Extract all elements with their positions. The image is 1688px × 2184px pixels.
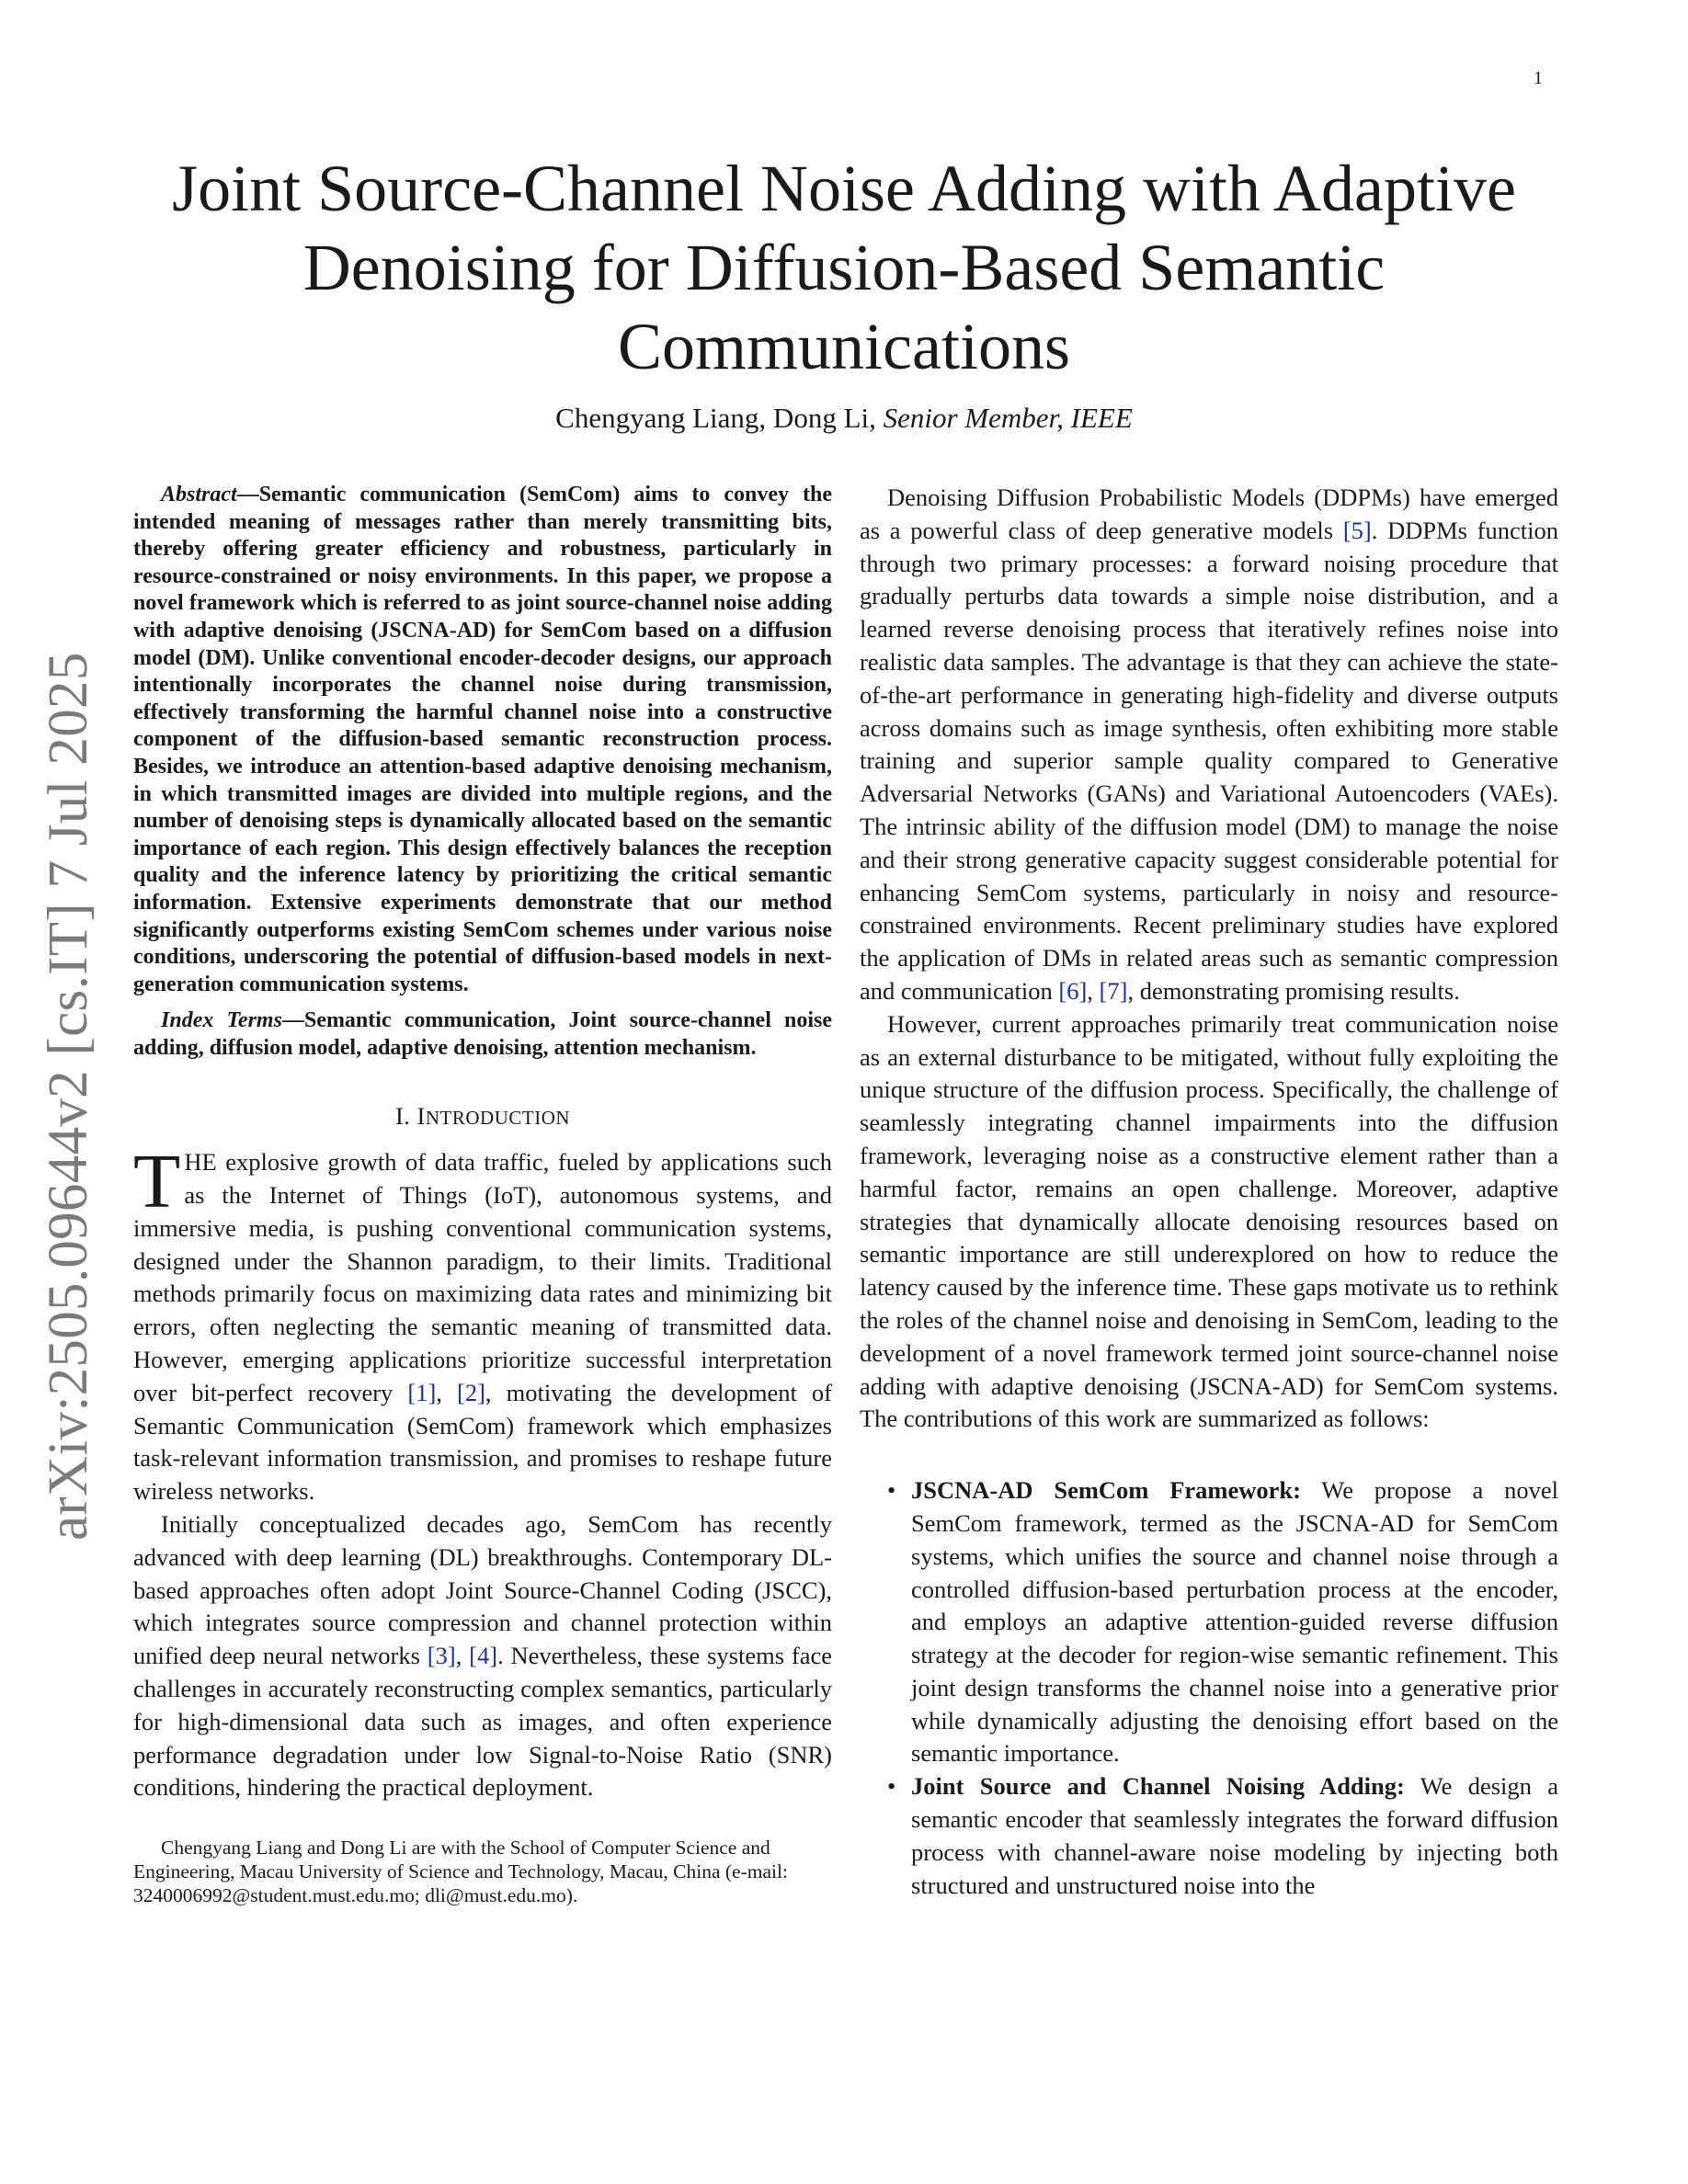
abstract: Abstract—Semantic communication (SemCom) aims to convey the intended meaning of messages rather than merely transmitting bits, thereby offering greater efficiency and robustness, particularly in resource-constrained or noisy environments. In this paper, we propose a novel framework which is referred to as joint source-channel noise adding with adaptive denoising (JSCNA-AD) for SemCom based on a diffusion model (DM). Unlike conventional encoder-decoder designs, our approach intentionally incorporates the channel noise during transmission, effectively transforming the harmful channel noise into a constructive component of the diffusion-based semantic reconstruction process. Besides, we introduce an attention-based adaptive denoising mechanism, in which transmitted images are divided into multiple regions, and the number of denoising steps is dynamically allocated based on the semantic importance of each region. This design effectively balances the reception quality and the inference latency by prioritizing the critical semantic information. Extensive experiments demonstrate that our method significantly outperforms existing SemCom schemes under various noise conditions, underscoring the potential of diffusion-based models in next-generation communication systems. bbox=[133, 483, 832, 996]
right-paragraph-1: Denoising Diffusion Probabilistic Models (DDPMs) have emerged as a powerful class of deep generative models [5]. DDPMs function through two primary processes: a forward noising procedure that gradually perturbs data towards a simple noise distribution, and a learned reverse denoising process that iteratively refines noise into realistic data samples. The advantage is that they can achieve the state-of-the-art performance in generating high-fidelity and diverse outputs across domains such as image synthesis, often exhibiting more stable training and superior sample quality compared to Generative Adversarial Networks (GANs) and Variational Autoencoders (VAEs). The intrinsic ability of the diffusion model (DM) to manage the noise and their strong generative capacity suggest considerable potential for enhancing SemCom systems, particularly in noisy and resource-constrained environments. Recent preliminary studies have explored the application of DMs in related areas such as semantic compression and communication [6], [7], demonstrating promising results. bbox=[860, 483, 1558, 1005]
right-column bbox=[860, 482, 1558, 1902]
title-block bbox=[129, 149, 1559, 436]
paper-title: Joint Source-Channel Noise Adding with Adaptive Denoising for Diffusion-Based Semantic Communications bbox=[172, 152, 1516, 383]
bullet-icon: • bbox=[887, 1476, 896, 1505]
abstract-label: Abstract bbox=[161, 483, 237, 506]
right-paragraph-2: However, current approaches primarily treat communication noise as an external disturbance to be mitigated, without fully exploiting the unique structure of the diffusion process. Specifically, the challenge of seamlessly integrating channel impairments into the diffusion framework, leveraging noise as a constructive element rather than a harmful factor, remains an open challenge. Moreover, adaptive strategies that dynamically allocate denoising resources based on semantic importance are still underexplored on how to reduce the latency caused by the inference time. These gaps motivate us to rethink the roles of the channel noise and denoising in SemCom, leading to the development of a novel framework termed joint source-channel noise adding with adaptive denoising (JSCNA-AD) for SemCom systems. The contributions of this work are summarized as follows: bbox=[860, 1009, 1558, 1433]
citation-link-1[interactable]: [1] bbox=[407, 1378, 437, 1406]
contribution-title: JSCNA-AD SemCom Framework: bbox=[911, 1476, 1301, 1505]
section-title-initial: I bbox=[416, 1102, 426, 1131]
page-number: 1 bbox=[1534, 68, 1543, 88]
abstract-text: Semantic communication (SemCom) aims to convey the intended meaning of messages rather than merely transmitting bits, thereby offering greater efficiency and robustness, particularly in resource-constrained or noisy environments. In this paper, we propose a novel framework which is referred to as joint source-channel noise adding with adaptive denoising (JSCNA-AD) for SemCom based on a diffusion model (DM). Unlike conventional encoder-decoder designs, our approach intentionally incorporates the channel noise during transmission, effectively transforming the harmful channel noise into a constructive component of the diffusion-based semantic reconstruction process. Besides, we introduce an attention-based adaptive denoising mechanism, in which transmitted images are divided into multiple regions, and the number of denoising steps is dynamically allocated based on the semantic importance of each region. This design effectively balances the reception quality and the inference latency by prioritizing the critical semantic information. Extensive experiments demonstrate that our method significantly outperforms existing SemCom schemes under various noise conditions, underscoring the potential of diffusion-based models in next-generation communication systems. bbox=[133, 483, 832, 996]
citation-link-6[interactable]: [6] bbox=[1058, 976, 1088, 1005]
intro-paragraph-2: Initially conceptualized decades ago, SemCom has recently advanced with deep learning (DL) breakthroughs. Contemporary DL-based approaches often adopt Joint Source-Channel Coding (JSCC), which integrates source compression and channel protection within unified deep neural networks [3], [4]. Nevertheless, these systems face challenges in accurately reconstructing complex semantics, particularly for high-dimensional data such as images, and often experience performance degradation under low Signal-to-Noise Ratio (SNR) conditions, hindering the practical deployment. bbox=[133, 1510, 832, 1802]
right-p1-text-b: . DDPMs function through two primary processes: a forward noising procedure that gradually perturbs data towards a simple noise distribution, and a learned reverse denoising process that iteratively refines noise into realistic data samples. The advantage is that they can achieve the state-of-the-art performance in generating high-fidelity and diverse outputs across domains such as image synthesis, often exhibiting more stable training and superior sample quality compared to Generative Adversarial Networks (GANs) and Variational Autoencoders (VAEs). The intrinsic ability of the diffusion model (DM) to manage the noise and their strong generative capacity suggest considerable potential for enhancing SemCom systems, particularly in noisy and resource-constrained environments. Recent preliminary studies have explored the application of DMs in related areas such as semantic compression and communication bbox=[860, 516, 1558, 1005]
citation-link-3[interactable]: [3] bbox=[427, 1642, 456, 1670]
citation-link-5[interactable]: [5] bbox=[1342, 516, 1372, 544]
intro-p2-text-b: . Nevertheless, these systems face challenges in accurately reconstructing complex semantics, particularly for high-dimensional data such as images, and often experience performance degradation under low Signal-to-Noise Ratio (SNR) conditions, hindering the practical deployment. bbox=[133, 1642, 832, 1802]
section-title-rest: NTRODUCTION bbox=[425, 1107, 571, 1130]
left-column bbox=[133, 482, 832, 1928]
citation-link-4[interactable]: [4] bbox=[469, 1642, 498, 1670]
author-role: Senior Member, IEEE bbox=[883, 402, 1133, 434]
contribution-text: We propose a novel SemCom framework, termed as the JSCNA-AD for SemCom systems, which unifies the source and channel noise through a controlled diffusion-based perturbation process at the encoder, and employs an adaptive attention-guided reverse diffusion strategy at the decoder for region-wise semantic refinement. This joint design transforms the channel noise into a generative prior while dynamically adjusting the denoising effort based on the semantic importance. bbox=[911, 1476, 1558, 1768]
intro-p1-text-a: HE explosive growth of data traffic, fueled by applications such as the Internet of Things (IoT), autonomous systems, and immersive media, is pushing conventional communication systems, designed under the Shannon paradigm, to their limits. Traditional methods primarily focus on maximizing data rates and minimizing bit errors, often neglecting the semantic meaning of transmitted data. However, emerging applications prioritize successful interpretation over bit-perfect recovery bbox=[133, 1148, 832, 1406]
right-p1-text-c: , demonstrating promising results. bbox=[1127, 976, 1460, 1005]
author-names: Chengyang Liang, Dong Li, bbox=[555, 402, 876, 434]
author-line bbox=[129, 401, 1559, 436]
arxiv-identifier-stamp: arXiv:2505.09644v2 [cs.IT] 7 Jul 2025 bbox=[38, 652, 99, 1541]
contributions-list bbox=[860, 1474, 1558, 1902]
drop-cap: T bbox=[133, 1139, 181, 1225]
index-terms-label: Index Terms bbox=[161, 1008, 282, 1033]
index-terms-text: Semantic communication, Joint source-channel noise adding, diffusion model, adaptive denoising, attention mechanism. bbox=[133, 1008, 833, 1060]
intro-p2-text-a: Initially conceptualized decades ago, SemCom has recently advanced with deep learning (DL) breakthroughs. Contemporary DL-based approaches often adopt Joint Source-Channel Coding (JSCC), which integrates source compression and channel protection within unified deep neural networks bbox=[133, 1510, 832, 1670]
right-p1-text-a: Denoising Diffusion Probabilistic Models (DDPMs) have emerged as a powerful class of deep generative models bbox=[860, 483, 1558, 544]
intro-p1-text-b: , motivating the development of Semantic Communication (SemCom) framework which emphasizes task-relevant information transmission, and promises to reshape future wireless networks. bbox=[133, 1378, 833, 1506]
section-heading-introduction bbox=[133, 1100, 832, 1135]
section-numeral: I. bbox=[394, 1102, 411, 1131]
intro-paragraph-1: THE explosive growth of data traffic, fueled by applications such as the Internet of Things (IoT), autonomous systems, and immersive media, is pushing conventional communication systems, designed under the Shannon paradigm, to their limits. Traditional methods primarily focus on maximizing data rates and minimizing bit errors, often neglecting the semantic meaning of transmitted data. However, emerging applications prioritize successful interpretation over bit-perfect recovery [1], [2], motivating the development of Semantic Communication (SemCom) framework which emphasizes task-relevant information transmission, and promises to reshape future wireless networks. bbox=[133, 1139, 833, 1506]
list-item bbox=[860, 1770, 1558, 1902]
bullet-icon: • bbox=[887, 1772, 896, 1801]
contribution-title: Joint Source and Channel Noising Adding: bbox=[911, 1772, 1405, 1801]
list-item bbox=[860, 1474, 1558, 1770]
citation-link-7[interactable]: [7] bbox=[1099, 976, 1128, 1005]
author-affiliation-footnote: Chengyang Liang and Dong Li are with the School of Computer Science and Engineering, Macau University of Science and Technology, Macau, China (e-mail: 3240006992@student.must.edu.mo; dli@must.edu.mo). bbox=[133, 1837, 788, 1907]
contribution-text: We design a semantic encoder that seamlessly integrates the forward diffusion process with channel-aware noise modeling by injecting both structured and unstructured noise into the bbox=[911, 1772, 1559, 1899]
index-terms: Index Terms—Semantic communication, Joint source-channel noise adding, diffusion model, adaptive denoising, attention mechanism. bbox=[133, 1008, 833, 1060]
citation-link-2[interactable]: [2] bbox=[457, 1378, 485, 1406]
